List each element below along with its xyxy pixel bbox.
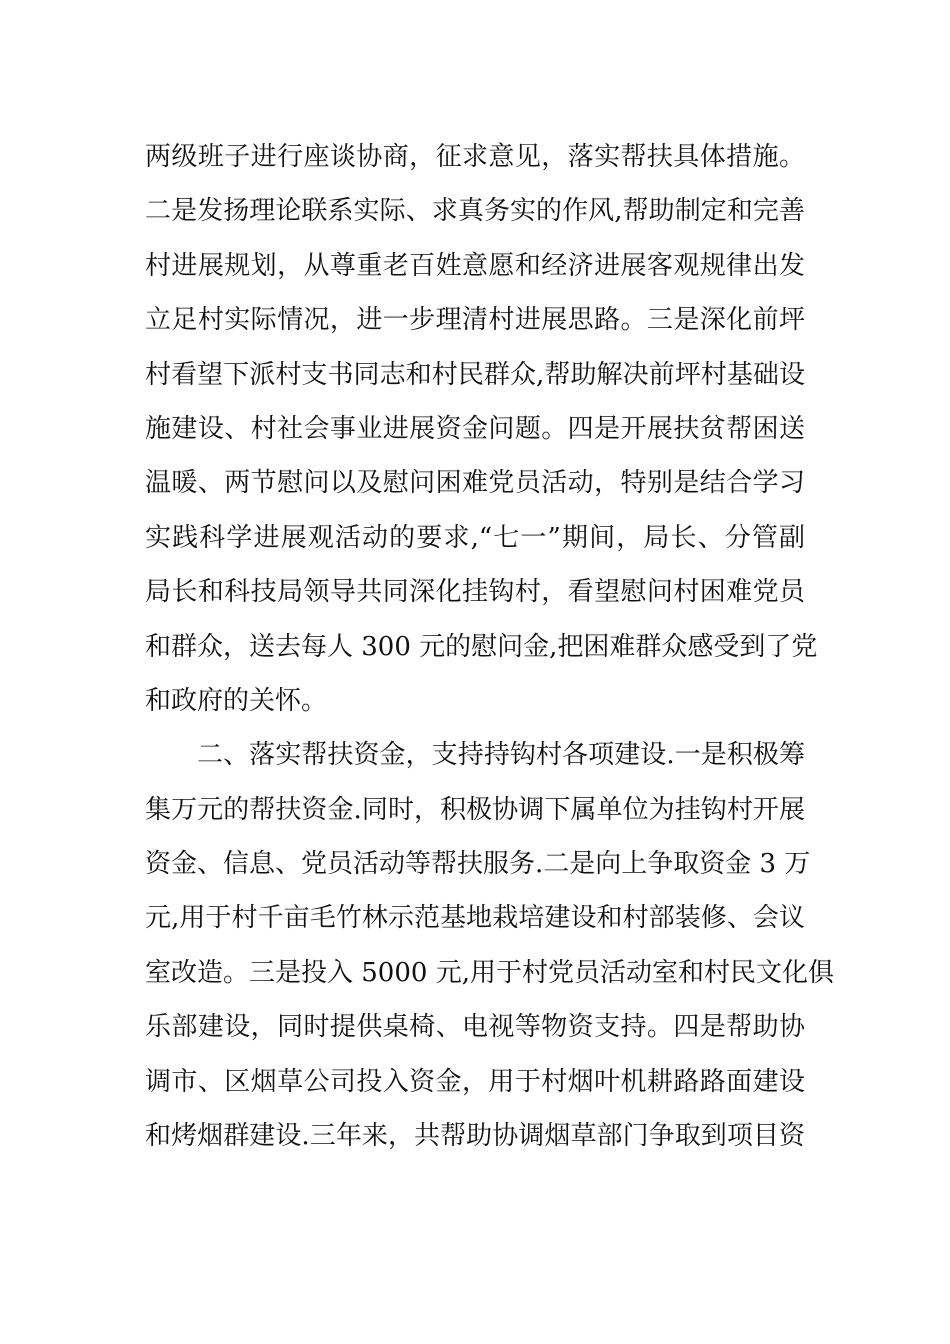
- text-line: 二是发扬理论联系实际、求真务实的作风,帮助制定和完善: [145, 196, 805, 227]
- text-line: 村看望下派村支书同志和村民群众,帮助解决前坪村基础设: [145, 359, 805, 390]
- text-line: 立足村实际情况，进一步理清村进展思路。三是深化前坪: [145, 305, 805, 336]
- text-line: 和群众，送去每人 300 元的慰问金,把困难群众感受到了党: [145, 631, 818, 662]
- text-line: 室改造。三是投入 5000 元,用于村党员活动室和村民文化俱: [145, 957, 834, 988]
- text-line: 局长和科技局领导共同深化挂钩村，看望慰问村困难党员: [145, 577, 805, 608]
- text-line: 温暖、两节慰问以及慰问困难党员活动，特别是结合学习: [145, 468, 805, 499]
- text-line: 调市、区烟草公司投入资金，用于村烟叶机耕路路面建设: [145, 1066, 805, 1097]
- text-line: 两级班子进行座谈协商，征求意见，落实帮扶具体措施。: [145, 142, 805, 172]
- text-line: 资金、信息、党员活动等帮扶服务.二是向上争取资金 3 万: [145, 849, 811, 880]
- text-line: 集万元的帮扶资金.同时，积极协调下属单位为挂钩村开展: [145, 794, 805, 825]
- text-line: 元,用于村千亩毛竹林示范基地栽培建设和村部装修、会议: [145, 903, 805, 934]
- text-line: 村进展规划，从尊重老百姓意愿和经济进展客观规律出发: [145, 250, 805, 281]
- text-line: 乐部建设，同时提供桌椅、电视等物资支持。四是帮助协: [145, 1012, 805, 1043]
- text-line: 施建设、村社会事业进展资金问题。四是开展扶贫帮困送: [145, 413, 805, 444]
- body-text: [145, 130, 834, 1163]
- text-line: 和政府的关怀。: [145, 685, 328, 716]
- text-line: 和烤烟群建设.三年来，共帮助协调烟草部门争取到项目资: [145, 1121, 805, 1152]
- paragraph-heading-line: 二、落实帮扶资金，支持持钩村各项建设.一是积极筹: [197, 740, 805, 771]
- text-line: 实践科学进展观活动的要求,“七一”期间，局长、分管副: [145, 522, 805, 553]
